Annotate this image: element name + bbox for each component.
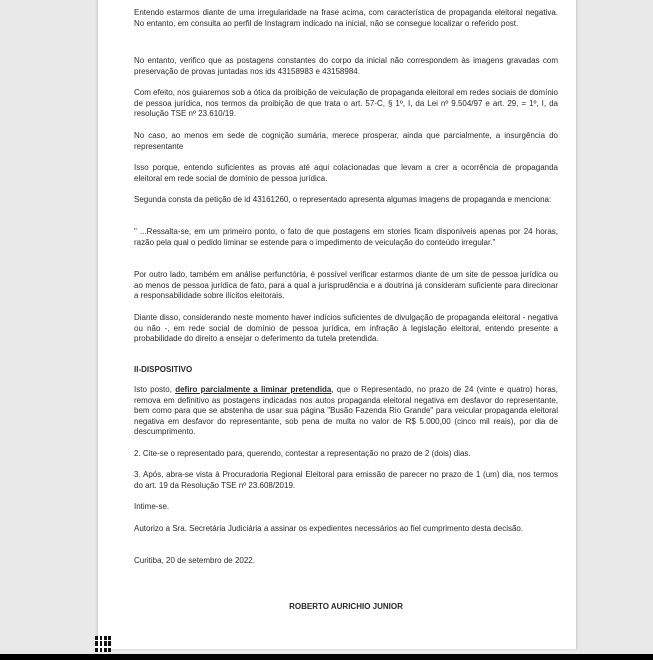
qr-code-icon — [95, 636, 111, 652]
paragraph-partial — [134, 0, 558, 1]
paragraph-2: No entanto, verifico que as postagens constantes do corpo da inicial não correspondem às imagens gravadas com preservação de provas juntadas nos ids 43158983 e 43158984. — [134, 56, 558, 76]
item-date: Curitiba, 20 de setembro de 2022. — [134, 556, 255, 565]
item-intime: Intime-se. — [134, 502, 170, 511]
quote-paragraph: " ...Ressalta-se, em um primeiro ponto, o fato de que postagens em stories ficam disponíveis apenas por 24 horas, razão pela qual o pedido liminar se estende para o impedimento de veiculação do conteúdo irregular." — [134, 227, 558, 247]
bottom-bar — [0, 654, 653, 660]
paragraph-4: No caso, ao menos em sede de cognição sumária, merece prosperar, ainda que parcialmente, a insurgência do representante — [134, 131, 558, 151]
signature: ROBERTO AURICHIO JUNIOR — [289, 602, 403, 611]
item-citation: 2. Cite-se o representado para, querendo, contestar a representação no prazo de 2 (dois) dias. — [134, 449, 471, 458]
document-page — [97, 0, 577, 649]
paragraph-5: Isso porque, entendo suficientes as provas até aqui colacionadas que levam a crer a ocorrência de propaganda eleitoral em rede social de domínio de pessoa jurídica. — [134, 163, 558, 183]
paragraph-1: Entendo estarmos diante de uma irregularidade na frase acima, com característica de propaganda eleitoral negativa. No entanto, em consulta ao perfil de Instagram indicado na inicial, não se consegue localizar o referido post. — [134, 8, 558, 28]
item-autorizo: Autorizo a Sra. Secretária Judiciária a assinar os expedientes necessários ao fiel cumprimento desta decisão. — [134, 524, 524, 533]
item-vista: 3. Após, abra-se vista à Procuradoria Regional Eleitoral para emissão de parecer no prazo de 1 (um) dia, nos termos do art. 19 da Resolução TSE nº 23.608/2019. — [134, 470, 558, 490]
paragraph-8: Por outro lado, também em análise perfunctória, é possível verificar estarmos diante de um site de pessoa jurídica ou ao menos de pessoa jurídica de fato, para a qual a jurisprudência e a doutrina já consideram suficiente para direcionar a responsabilidade sobre ilícitos eleitorais. — [134, 270, 558, 301]
dispositivo-decision: defiro parcialmente a liminar pretendida — [175, 385, 332, 394]
dispositivo-intro: Isto posto, — [134, 385, 176, 394]
dispositivo-rest: , que o Representado, no prazo de 24 (vinte e quatro) horas, remova em definitivo as postagens indicadas nos autos propaganda eleitoral negativa em desfavor do representante, bem como para que se abstenha de usar sua página "Busão Fazenda Rio Grande" para veicular propaganda eleitoral negativa em desfavor do representante, sob pena de multa no valor de R$ 5.000,00 (cinco mil reais), por dia de descumprimento. — [134, 385, 559, 437]
dispositivo-paragraph — [134, 385, 558, 438]
section-heading: II-DISPOSITIVO — [134, 365, 193, 374]
paragraph-6: Segunda consta da petição de id 43161260, o representado apresenta algumas imagens de propaganda e menciona: — [134, 195, 552, 204]
paragraph-3: Com efeito, nos guiaremos sob a ótica da proibição de veiculação de propaganda eleitoral em redes sociais de domínio de pessoa jurídica, nos termos da proibição de que trata o art. 57-C, § 1º, I, da Lei nº 9.504/97 e art. 29, = 1º, I, da resolução TSE nº 23.610/19. — [134, 88, 558, 119]
paragraph-9: Diante disso, considerando neste momento haver indícios suficientes de divulgação de propaganda eleitoral - negativa ou não -, em rede social de domínio de pessoa jurídica, em infração à legislação eleitoral, entendo presente a probabilidade do direito a ensejar o deferimento da tutela pretendida. — [134, 313, 558, 344]
